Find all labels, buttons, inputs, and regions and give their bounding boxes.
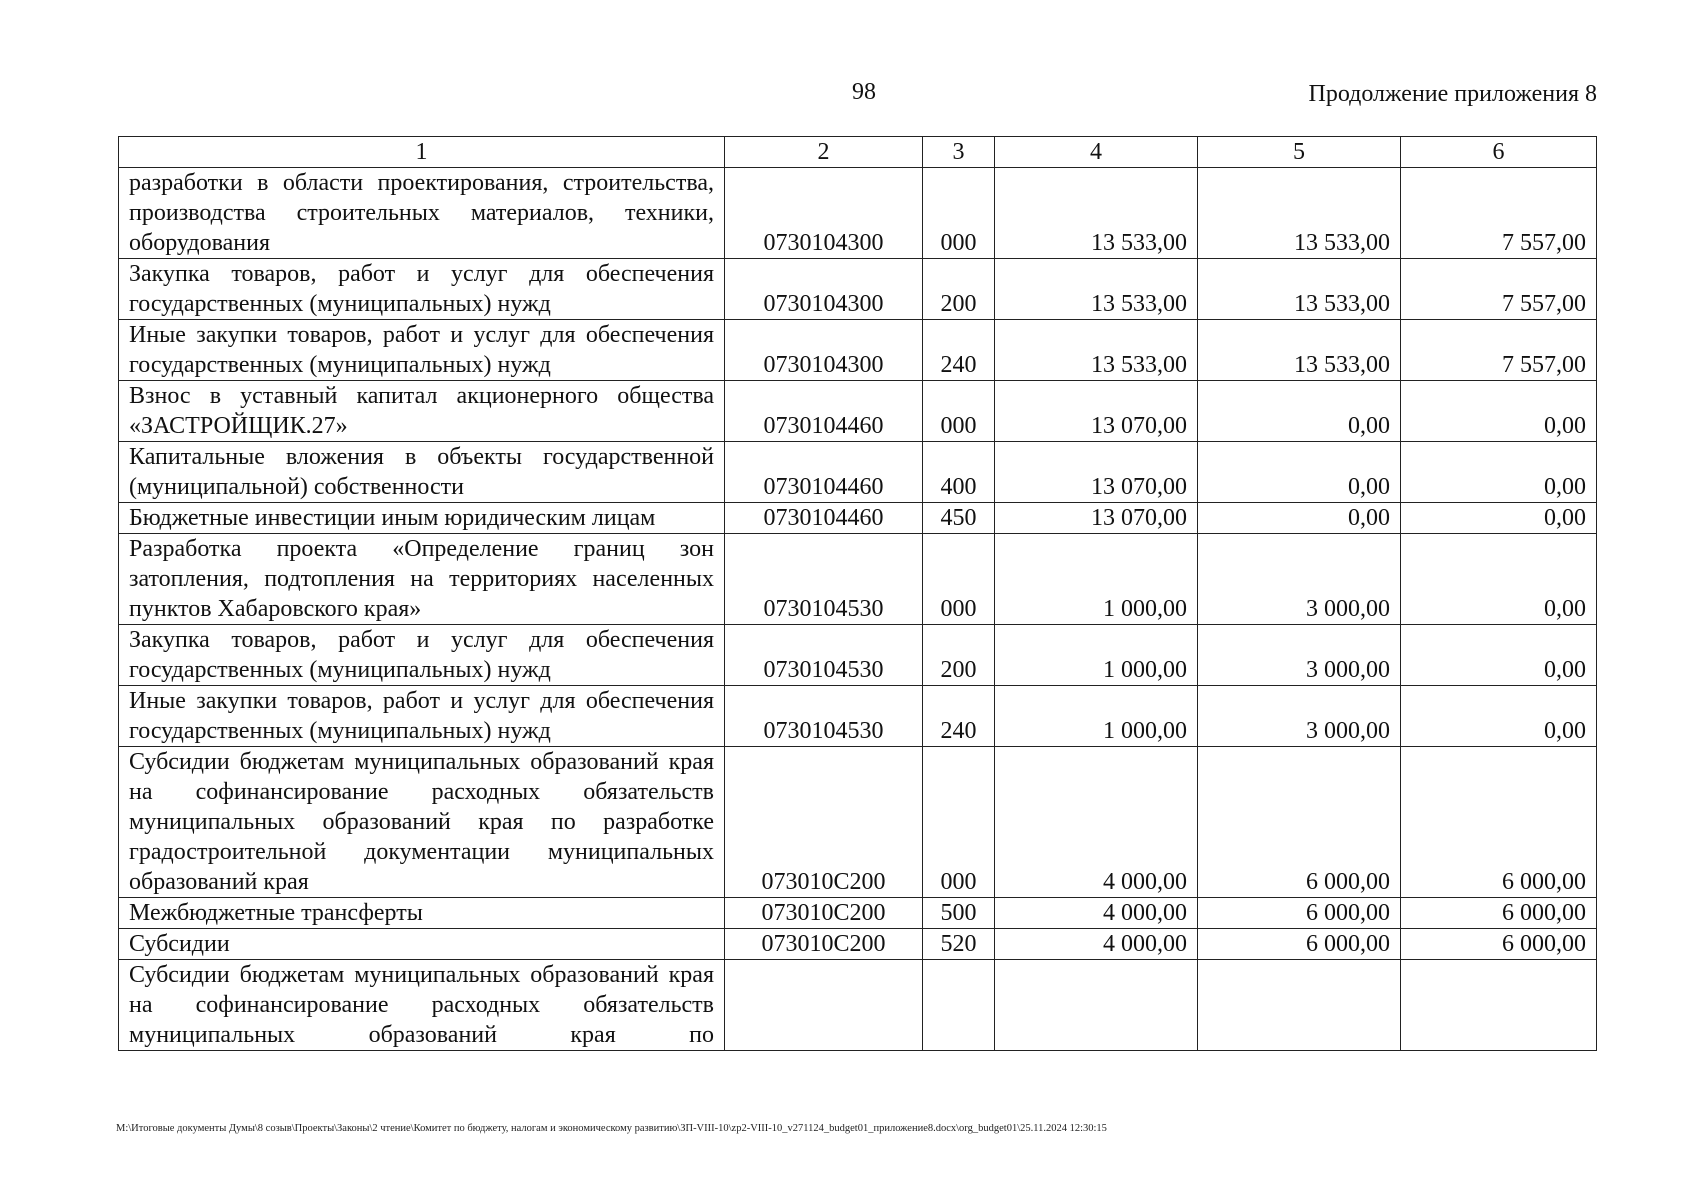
table-row	[119, 320, 1597, 381]
amount-col5-cell: 6 000,00	[1198, 747, 1401, 898]
amount-col6-cell: 0,00	[1401, 534, 1597, 625]
amount-col5-cell: 3 000,00	[1198, 686, 1401, 747]
amount-col5-cell: 6 000,00	[1198, 898, 1401, 929]
expense-type-cell: 200	[923, 625, 995, 686]
table-row	[119, 503, 1597, 534]
table-row	[119, 442, 1597, 503]
amount-col4-cell: 4 000,00	[995, 929, 1198, 960]
amount-col4-cell: 13 533,00	[995, 259, 1198, 320]
target-code-cell: 0730104530	[725, 686, 923, 747]
row-name-cell: Субсидии бюджетам муниципальных образований края на софинансирование расходных обязательств муниципальных образований края по	[119, 960, 725, 1051]
amount-col6-cell: 7 557,00	[1401, 168, 1597, 259]
table-row	[119, 747, 1597, 898]
amount-col4-cell: 13 070,00	[995, 503, 1198, 534]
row-name-cell: Бюджетные инвестиции иным юридическим лицам	[119, 503, 725, 534]
row-name-cell: Закупка товаров, работ и услуг для обеспечения государственных (муниципальных) нужд	[119, 259, 725, 320]
row-name-cell: Закупка товаров, работ и услуг для обеспечения государственных (муниципальных) нужд	[119, 625, 725, 686]
amount-col6-cell: 0,00	[1401, 625, 1597, 686]
amount-col5-cell: 13 533,00	[1198, 320, 1401, 381]
column-header: 4	[995, 137, 1198, 168]
amount-col5-cell: 13 533,00	[1198, 168, 1401, 259]
table-row	[119, 898, 1597, 929]
target-code-cell: 0730104460	[725, 381, 923, 442]
amount-col6-cell: 0,00	[1401, 442, 1597, 503]
target-code-cell: 073010С200	[725, 929, 923, 960]
amount-col4-cell	[995, 960, 1198, 1051]
amount-col6-cell: 0,00	[1401, 503, 1597, 534]
expense-type-cell: 500	[923, 898, 995, 929]
amount-col6-cell: 0,00	[1401, 686, 1597, 747]
amount-col6-cell: 7 557,00	[1401, 259, 1597, 320]
amount-col6-cell: 6 000,00	[1401, 929, 1597, 960]
table-row	[119, 381, 1597, 442]
expense-type-cell: 520	[923, 929, 995, 960]
table-row	[119, 168, 1597, 259]
amount-col6-cell: 6 000,00	[1401, 898, 1597, 929]
page-number: 98	[852, 79, 876, 105]
row-name-cell: Субсидии	[119, 929, 725, 960]
amount-col5-cell: 0,00	[1198, 503, 1401, 534]
budget-table	[118, 136, 1597, 1051]
column-header: 3	[923, 137, 995, 168]
expense-type-cell: 000	[923, 747, 995, 898]
expense-type-cell: 240	[923, 686, 995, 747]
column-header: 2	[725, 137, 923, 168]
expense-type-cell	[923, 960, 995, 1051]
expense-type-cell: 000	[923, 381, 995, 442]
target-code-cell: 0730104530	[725, 534, 923, 625]
amount-col5-cell: 3 000,00	[1198, 625, 1401, 686]
amount-col4-cell: 13 533,00	[995, 168, 1198, 259]
column-number-row	[119, 137, 1597, 168]
amount-col5-cell: 3 000,00	[1198, 534, 1401, 625]
target-code-cell: 0730104300	[725, 320, 923, 381]
table-row	[119, 686, 1597, 747]
amount-col6-cell: 7 557,00	[1401, 320, 1597, 381]
target-code-cell: 0730104530	[725, 625, 923, 686]
row-name-cell: Иные закупки товаров, работ и услуг для обеспечения государственных (муниципальных) нужд	[119, 686, 725, 747]
column-header: 5	[1198, 137, 1401, 168]
amount-col4-cell: 1 000,00	[995, 534, 1198, 625]
target-code-cell: 0730104460	[725, 503, 923, 534]
row-name-cell: Разработка проекта «Определение границ зон затопления, подтопления на территориях населенных пунктов Хабаровского края»	[119, 534, 725, 625]
amount-col5-cell: 6 000,00	[1198, 929, 1401, 960]
amount-col4-cell: 1 000,00	[995, 686, 1198, 747]
target-code-cell: 0730104300	[725, 259, 923, 320]
target-code-cell: 073010С200	[725, 747, 923, 898]
amount-col6-cell: 6 000,00	[1401, 747, 1597, 898]
target-code-cell: 073010С200	[725, 898, 923, 929]
row-name-cell: Взнос в уставный капитал акционерного общества «ЗАСТРОЙЩИК.27»	[119, 381, 725, 442]
amount-col4-cell: 4 000,00	[995, 747, 1198, 898]
amount-col5-cell: 13 533,00	[1198, 259, 1401, 320]
row-name-cell: Межбюджетные трансферты	[119, 898, 725, 929]
target-code-cell	[725, 960, 923, 1051]
expense-type-cell: 450	[923, 503, 995, 534]
amount-col4-cell: 13 070,00	[995, 442, 1198, 503]
expense-type-cell: 000	[923, 168, 995, 259]
expense-type-cell: 240	[923, 320, 995, 381]
expense-type-cell: 200	[923, 259, 995, 320]
document-file-path: M:\Итоговые документы Думы\8 созыв\Проекты\Законы\2 чтение\Комитет по бюджету, налогам и экономическому развитию\ЗП-VIII-10\zp2-VIII-10_v271124_budget01_приложение8.docx\org_budget01\25.11.2024 12:30:15	[116, 1123, 1107, 1134]
amount-col4-cell: 13 533,00	[995, 320, 1198, 381]
column-header: 6	[1401, 137, 1597, 168]
amount-col6-cell: 0,00	[1401, 381, 1597, 442]
row-name-cell: разработки в области проектирования, строительства, производства строительных материалов, техники, оборудования	[119, 168, 725, 259]
target-code-cell: 0730104460	[725, 442, 923, 503]
amount-col5-cell: 0,00	[1198, 442, 1401, 503]
amount-col5-cell	[1198, 960, 1401, 1051]
table-row	[119, 259, 1597, 320]
expense-type-cell: 000	[923, 534, 995, 625]
table-row	[119, 929, 1597, 960]
table-row	[119, 534, 1597, 625]
amount-col6-cell	[1401, 960, 1597, 1051]
row-name-cell: Субсидии бюджетам муниципальных образований края на софинансирование расходных обязательств муниципальных образований края по разработке градостроительной документации муниципальных образований края	[119, 747, 725, 898]
row-name-cell: Капитальные вложения в объекты государственной (муниципальной) собственности	[119, 442, 725, 503]
column-header: 1	[119, 137, 725, 168]
table-row	[119, 625, 1597, 686]
target-code-cell: 0730104300	[725, 168, 923, 259]
amount-col4-cell: 13 070,00	[995, 381, 1198, 442]
amount-col4-cell: 1 000,00	[995, 625, 1198, 686]
table-row	[119, 960, 1597, 1051]
row-name-cell: Иные закупки товаров, работ и услуг для обеспечения государственных (муниципальных) нужд	[119, 320, 725, 381]
amount-col4-cell: 4 000,00	[995, 898, 1198, 929]
amount-col5-cell: 0,00	[1198, 381, 1401, 442]
continuation-title: Продолжение приложения 8	[1308, 81, 1597, 107]
expense-type-cell: 400	[923, 442, 995, 503]
